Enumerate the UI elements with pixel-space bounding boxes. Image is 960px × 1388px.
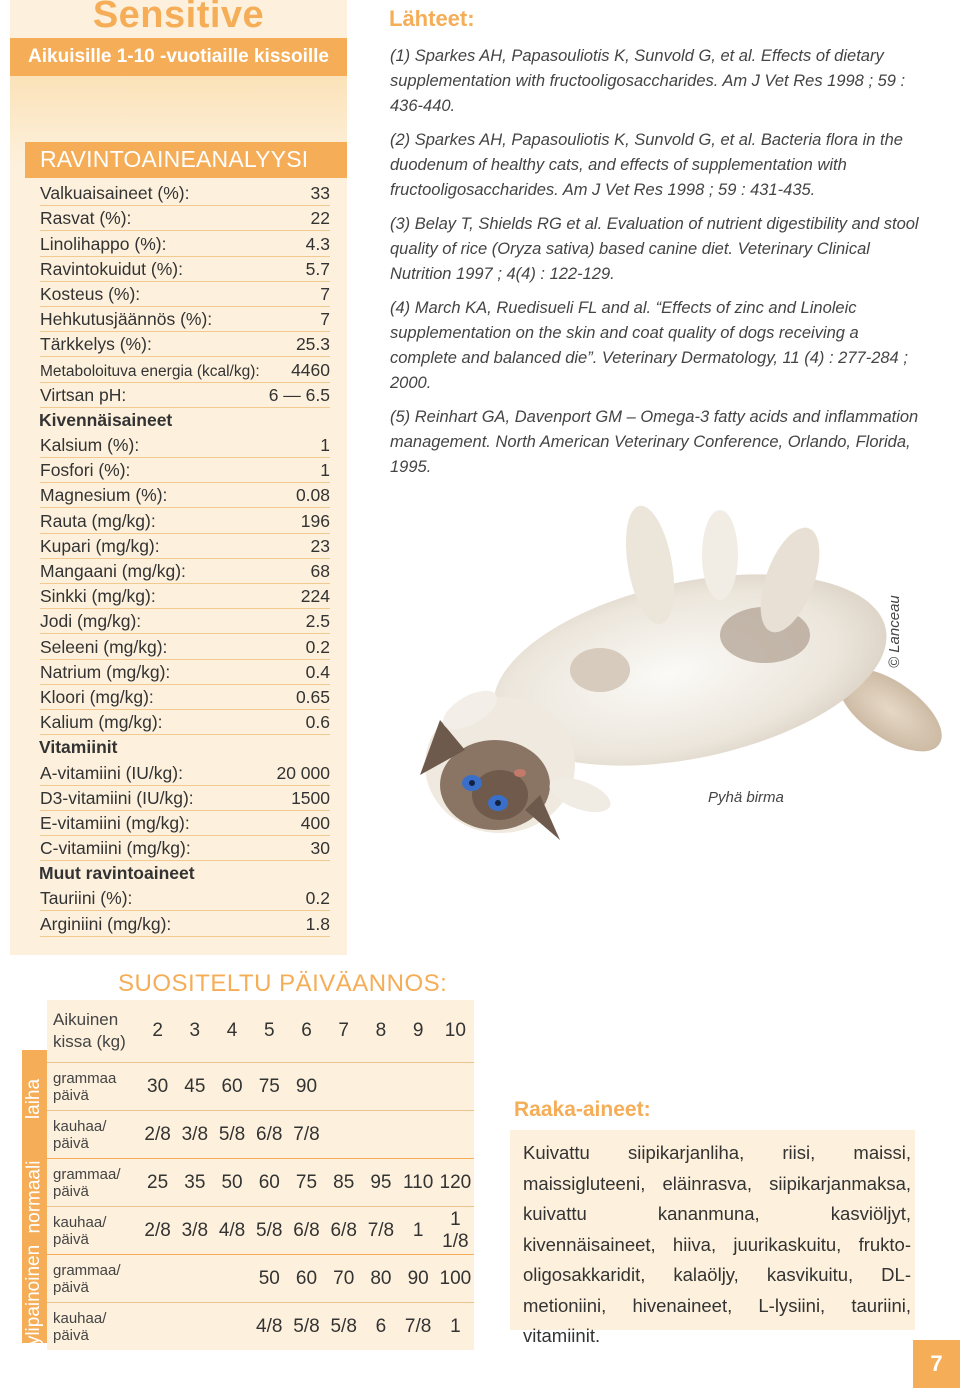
- nutrient-row: [40, 886, 330, 911]
- copyright-text: © Lanceau: [886, 595, 903, 668]
- nutrient-row: [40, 685, 330, 710]
- nutrient-value: 0.2: [305, 636, 330, 657]
- nutrient-label: Kalsium (%):: [40, 435, 140, 456]
- ration-value: [400, 1111, 437, 1159]
- nutrient-row: [40, 231, 330, 256]
- nutrient-row: [40, 181, 330, 206]
- nutrient-row: [40, 483, 330, 508]
- weight-cell: 5: [263, 1020, 275, 1041]
- copyright-credit: [882, 580, 906, 670]
- ration-value: [362, 1063, 399, 1111]
- nutrient-label: Sinkki (mg/kg):: [40, 586, 156, 607]
- nutrient-value: 68: [310, 561, 330, 581]
- nutrient-value: 0.4: [305, 661, 330, 682]
- nutrient-label: Natrium (mg/kg):: [40, 661, 171, 682]
- ration-value: 7/8: [288, 1111, 325, 1159]
- ration-value: [400, 1063, 437, 1111]
- nutrient-label: Rauta (mg/kg):: [40, 510, 156, 531]
- cat-photo: [350, 495, 960, 935]
- nutrient-value: 6 — 6.5: [268, 384, 330, 405]
- ration-value: 90: [400, 1255, 437, 1303]
- ration-row-label: grammaa/ päivä: [47, 1255, 139, 1303]
- reference-list: [390, 44, 930, 489]
- ration-value: 70: [325, 1255, 362, 1303]
- nutrient-value: 7: [320, 283, 330, 304]
- ration-row-label: kauhaa/ päivä: [47, 1207, 139, 1255]
- reference-item: (2) Sparkes AH, Papasouliotis K, Sunvold G, et al. Bacteria flora in the duodenum of healthy cats, and effects of supplementation with fructooligosaccharides. Am J Vet Res 1998 ; 59 : 431-435.: [390, 131, 903, 199]
- ration-row: [47, 1303, 474, 1351]
- analysis-title: RAVINTOAINEANALYYSI: [40, 146, 309, 172]
- nutrient-value: 2.5: [305, 611, 330, 632]
- ration-value: [325, 1111, 362, 1159]
- weight-cell: 10: [444, 1020, 466, 1041]
- ration-value: 120: [437, 1159, 474, 1207]
- ration-value: 25: [139, 1159, 176, 1207]
- nutrient-row: [40, 786, 330, 811]
- ration-value: 75: [251, 1063, 288, 1111]
- ration-value: [139, 1303, 176, 1351]
- nutrient-section-heading: Kivennäisaineet: [39, 409, 173, 430]
- nutrient-value: 400: [300, 812, 330, 833]
- nutrient-row: [40, 433, 330, 458]
- nutrient-value: 1: [320, 460, 330, 481]
- ration-value: 7/8: [362, 1207, 399, 1255]
- nutrient-label: Seleeni (mg/kg):: [40, 636, 168, 657]
- ration-header-row: [47, 1000, 474, 1063]
- ration-value: 5/8: [288, 1303, 325, 1351]
- nutrient-row: [40, 660, 330, 685]
- nutrient-value: 0.2: [305, 888, 330, 909]
- ration-value: [362, 1111, 399, 1159]
- ration-value: 60: [251, 1159, 288, 1207]
- nutrient-value: 1500: [291, 787, 330, 808]
- nutrient-row: [40, 307, 330, 332]
- nutrient-label: Tauriini (%):: [40, 888, 133, 909]
- weight-cell: 2: [152, 1020, 163, 1041]
- nutrient-row: [40, 206, 330, 231]
- ration-value: 2/8: [139, 1207, 176, 1255]
- weight-cell: 7: [338, 1020, 349, 1041]
- nutrient-value: 1.8: [305, 913, 330, 934]
- ration-value: 110: [400, 1159, 437, 1207]
- ration-value: 5/8: [251, 1207, 288, 1255]
- nutrient-section-heading: Muut ravintoaineet: [39, 863, 195, 884]
- ration-header-label: Aikuinen kissa (kg): [53, 1010, 126, 1051]
- ingredients-text: Kuivattu siipikarjanliha, riisi, maissi, maissigluteeni, eläinrasva, siipikarjanmaksa, kuivattu kananmuna, kasviöljyt, kivennäisaineet, hiiva, juurikaskuitu, frukto-oligosakkaridit, kalaöljy, kasvikuitu, DL-metioniini, hivenaineet, L-lysiini, tauriini, vitamiinit.: [523, 1142, 911, 1346]
- ration-value: 60: [288, 1255, 325, 1303]
- weight-cell: 4: [226, 1020, 238, 1041]
- nutrient-row: [40, 911, 330, 936]
- group-label-laiha: laiha: [23, 1078, 45, 1120]
- ration-value: [213, 1303, 250, 1351]
- ration-value: 4/8: [213, 1207, 250, 1255]
- ration-value: 100: [437, 1255, 474, 1303]
- nutrient-row: [40, 559, 330, 584]
- nutrient-label: Jodi (mg/kg):: [40, 611, 142, 632]
- ration-value: 3/8: [176, 1207, 213, 1255]
- ration-value: 6/8: [251, 1111, 288, 1159]
- ration-row: [47, 1159, 474, 1207]
- nutrient-row: [40, 332, 330, 357]
- ration-row: [47, 1207, 474, 1255]
- nutrient-row: [40, 836, 330, 861]
- ration-value: 30: [139, 1063, 176, 1111]
- nutrient-label: Linolihappo (%):: [40, 233, 167, 254]
- nutrient-value: 1: [320, 435, 330, 456]
- nutrient-value: 23: [310, 535, 330, 556]
- nutrient-value: 4460: [291, 359, 330, 380]
- nutrient-row: [40, 811, 330, 836]
- nutrient-label: Kloori (mg/kg):: [40, 686, 154, 707]
- weight-cell: 8: [375, 1020, 387, 1041]
- group-label-normaali: normaali: [23, 1160, 45, 1234]
- reference-item: (3) Belay T, Shields RG et al. Evaluation of nutrient digestibility and stool quality of rice (Oryza sativa) based canine diet. Veterinary Clinical Nutrition 1997 ; 4(4) : 122-129.: [390, 215, 919, 283]
- ration-value: 35: [176, 1159, 213, 1207]
- nutrient-label: Rasvat (%):: [40, 208, 132, 229]
- ration-value: [176, 1303, 213, 1351]
- ration-value: 3/8: [176, 1111, 213, 1159]
- nutrient-label: Hehkutusjäännös (%):: [40, 309, 213, 330]
- reference-item: (5) Reinhart GA, Davenport GM – Omega-3 fatty acids and inflammation management. North American Veterinary Conference, Orlando, Florida, 1995.: [390, 408, 919, 476]
- ration-value: 50: [251, 1255, 288, 1303]
- ration-value: 50: [213, 1159, 250, 1207]
- ration-value: [437, 1111, 474, 1159]
- ration-title: SUOSITELTU PÄIVÄANNOS:: [118, 970, 448, 997]
- nutrient-label: A-vitamiini (IU/kg):: [40, 762, 183, 783]
- ration-value: [437, 1063, 474, 1111]
- nutrient-value: 33: [310, 183, 330, 204]
- nutrient-section-heading: Vitamiinit: [39, 737, 118, 758]
- nutrient-label: Metaboloituva energia (kcal/kg):: [40, 362, 260, 380]
- ration-value: [176, 1255, 213, 1303]
- ration-value: 90: [288, 1063, 325, 1111]
- ration-value: [325, 1063, 362, 1111]
- group-label-ylipainoinen: ylipainoinen: [23, 1244, 45, 1345]
- nutrient-list: [40, 181, 330, 937]
- reference-item: (1) Sparkes AH, Papasouliotis K, Sunvold G, et al. Effects of dietary supplementation with fructooligosaccharides. Am J Vet Res 1998 ; 59 : 436-440.: [390, 47, 906, 115]
- ration-value: 6: [362, 1303, 399, 1351]
- ration-row: [47, 1111, 474, 1159]
- nutrient-label: C-vitamiini (mg/kg):: [40, 838, 191, 859]
- ration-value: 1 1/8: [437, 1207, 474, 1255]
- ration-value: 60: [213, 1063, 250, 1111]
- nutrient-label: E-vitamiini (mg/kg):: [40, 812, 190, 833]
- ration-value: 85: [325, 1159, 362, 1207]
- nutrient-label: Arginiini (mg/kg):: [40, 913, 172, 934]
- ration-value: 6/8: [325, 1207, 362, 1255]
- nutrient-value: 224: [300, 586, 330, 607]
- nutrient-label: Tärkkelys (%):: [40, 334, 152, 355]
- ration-value: 1: [400, 1207, 437, 1255]
- nutrient-row: [40, 357, 330, 382]
- nutrient-row: [40, 383, 330, 408]
- references-title: Lähteet:: [389, 6, 475, 31]
- nutrient-value: 25.3: [295, 334, 330, 355]
- ration-row: [47, 1063, 474, 1111]
- nutrient-value: 0.6: [305, 712, 330, 733]
- ration-value: 7/8: [400, 1303, 437, 1351]
- nutrient-row: [40, 282, 330, 307]
- product-subtitle: Aikuisille 1-10 -vuotiaille kissoille: [10, 38, 347, 76]
- reference-item: (4) March KA, Ruedisueli FL and al. “Effects of zinc and Linoleic supplementation on the skin and coat quality of dogs receiving a complete and balanced die”. Veterinary Dermatology, 11 (4) : 277-284 ; 2000.: [390, 299, 908, 392]
- nutrient-row: [40, 458, 330, 483]
- nutrient-row: [40, 257, 330, 282]
- ration-group-bar: [22, 1050, 47, 1343]
- nutrient-value: 4.3: [305, 233, 330, 254]
- ration-row-label: grammaa/ päivä: [47, 1159, 139, 1207]
- nutrient-value: 5.7: [305, 258, 330, 279]
- ration-value: 1: [437, 1303, 474, 1351]
- ingredients-title: Raaka-aineet:: [514, 1098, 651, 1121]
- nutrient-value: 0.65: [295, 686, 330, 707]
- nutrient-row: [40, 634, 330, 659]
- weight-cell: 9: [412, 1020, 424, 1041]
- nutrient-label: Kosteus (%):: [40, 283, 141, 304]
- nutrient-label: Ravintokuidut (%):: [40, 258, 183, 279]
- weight-cell: 3: [189, 1020, 201, 1041]
- page-number: 7: [913, 1340, 960, 1388]
- ration-value: 80: [362, 1255, 399, 1303]
- nutrient-value: 20 000: [276, 762, 330, 783]
- nutrient-value: 30: [310, 838, 330, 859]
- ration-row: [47, 1255, 474, 1303]
- nutrient-label: Fosfori (%):: [40, 460, 131, 481]
- nutrient-label: Mangaani (mg/kg):: [40, 561, 186, 581]
- ration-row-label: kauhaa/ päivä: [47, 1303, 139, 1351]
- nutrient-row: [40, 760, 330, 785]
- nutrient-label: Virtsan pH:: [40, 384, 127, 405]
- nutrient-value: 196: [300, 510, 330, 531]
- ration-value: 6/8: [288, 1207, 325, 1255]
- ration-row-label: kauhaa/ päivä: [47, 1111, 139, 1159]
- nutrient-label: Kupari (mg/kg):: [40, 535, 160, 556]
- ration-value: 4/8: [251, 1303, 288, 1351]
- ration-table: [47, 1000, 474, 1350]
- ration-value: 45: [176, 1063, 213, 1111]
- nutrient-row: [40, 508, 330, 533]
- product-name: Sensitive: [92, 0, 265, 36]
- ration-value: 2/8: [139, 1111, 176, 1159]
- ration-value: 5/8: [325, 1303, 362, 1351]
- nutrient-label: Kalium (mg/kg):: [40, 712, 163, 733]
- nutrient-value: 22: [310, 208, 330, 229]
- ration-value: [139, 1255, 176, 1303]
- nutrient-row: [40, 534, 330, 559]
- weight-cell: 6: [301, 1020, 312, 1041]
- nutrient-value: 7: [320, 309, 330, 330]
- ration-value: 75: [288, 1159, 325, 1207]
- nutrient-label: Valkuaisaineet (%):: [40, 183, 190, 204]
- nutrient-row: [40, 609, 330, 634]
- ration-value: 95: [362, 1159, 399, 1207]
- nutrient-row: [40, 710, 330, 735]
- ration-value: [213, 1255, 250, 1303]
- photo-caption: Pyhä birma: [708, 789, 784, 806]
- ration-value: 5/8: [213, 1111, 250, 1159]
- nutrient-label: D3-vitamiini (IU/kg):: [40, 787, 194, 808]
- ration-row-label: grammaa päivä: [47, 1063, 139, 1111]
- nutrient-row: [40, 584, 330, 609]
- nutrient-value: 0.08: [295, 485, 330, 506]
- nutrient-label: Magnesium (%):: [40, 485, 168, 506]
